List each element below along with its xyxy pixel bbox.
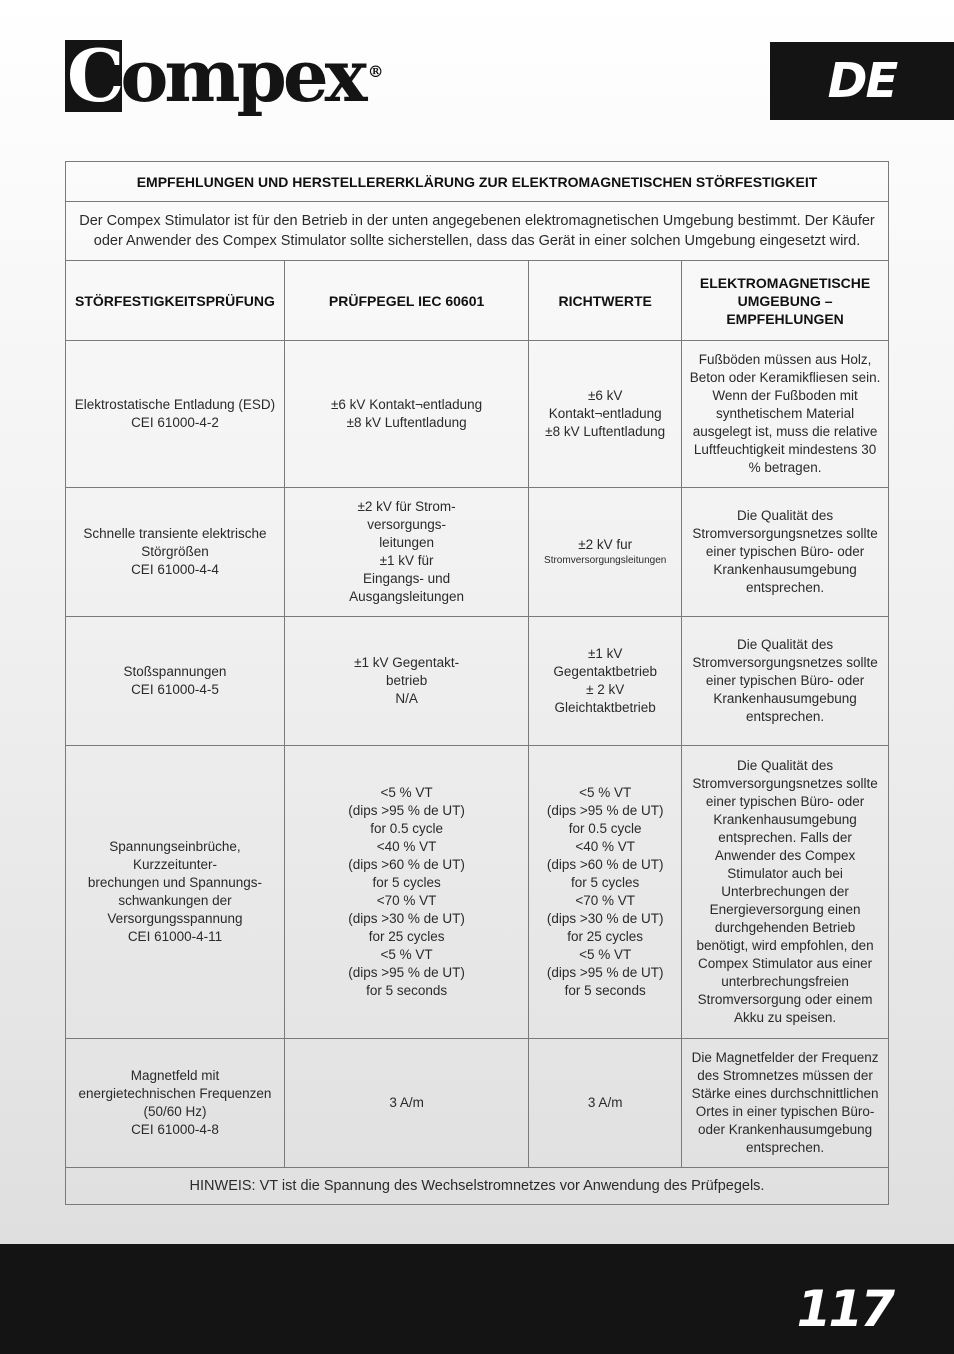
cell-line: 3 A/m [389,1095,424,1110]
cell-compliance [529,488,682,617]
cell-line: <40 % VT [376,839,437,854]
cell-line: ±8 kV Luftentladung [346,415,467,430]
table-row [66,341,889,488]
compex-logo [65,33,384,118]
table-intro: Der Compex Stimulator ist für den Betrieb in der unten angegebenen elektromagnetischen Umgebung bestimmt. Der Käufer oder Anwender des Compex Stimulator sollte sicherstellen, dass das Gerät in einer solchen Umgebung eingesetzt wird. [66,202,889,261]
language-badge [770,42,954,120]
cell-line: CEI 61000-4-8 [131,1122,219,1137]
page-footer [0,1244,954,1354]
page-number: 117 [796,1280,892,1338]
cell-level [284,617,528,746]
cell-line: schwankungen der [118,893,232,908]
cell-line: leitungen [379,535,434,550]
cell-line: N/A [395,691,418,706]
cell-line: ±2 kV für Strom- [357,499,456,514]
table-row [66,617,889,746]
cell-environment: Die Qualität des Stromversorgungsnetzes sollte einer typischen Büro- oder Krankenhausumgebung entsprechen. [682,488,889,617]
cell-line: (dips >30 % de UT) [348,911,465,926]
cell-line: Kurzzeitunter- [132,857,217,872]
cell-line: <5 % VT [579,785,632,800]
cell-level [284,746,528,1039]
cell-line: betrieb [385,673,428,688]
cell-line: CEI 61000-4-4 [131,562,219,577]
cell-line: ±1 kV für [379,553,434,568]
cell-line: <70 % VT [575,893,635,908]
cell-level [284,1039,528,1168]
cell-compliance [529,617,682,746]
cell-environment: Die Magnetfelder der Frequenz des Stromnetzes müssen der Stärke eines durchschnittlichen Ortes in einer typischen Büro- oder Krankenhausumgebung entsprechen. [682,1039,889,1168]
cell-line: (dips >30 % de UT) [546,911,664,926]
cell-line: ±6 kV Kontakt¬entladung [331,397,483,412]
cell-line: <70 % VT [376,893,437,908]
cell-environment: Die Qualität des Stromversorgungsnetzes sollte einer typischen Büro- oder Krankenhausumgebung entsprechen. Falls der Anwender des Compex Stimulator auch bei Unterbrechungen der Energieversorgung einen durchgehenden Betrieb benötigt, wird empfohlen, den Compex Stimulator aus einer unterbrechungsfreien Stromversorgung oder einem Akku zu speisen. [682,746,889,1039]
cell-line: Versorgungsspannung [107,911,243,926]
table-title: EMPFEHLUNGEN UND HERSTELLERERKLÄRUNG ZUR ELEKTROMAGNETISCHEN STÖRFESTIGKEIT [66,162,889,202]
cell-line: (50/60 Hz) [143,1104,207,1119]
cell-line: (dips >60 % de UT) [348,857,465,872]
table-note: HINWEIS: VT ist die Spannung des Wechselstromnetzes vor Anwendung des Prüfpegels. [66,1168,889,1205]
table-row [66,746,889,1039]
table-note-row [66,1168,889,1205]
cell-line: Stoßspannungen [123,664,227,679]
cell-line: for 5 cycles [571,875,640,890]
table-row [66,1039,889,1168]
cell-line: CEI 61000-4-11 [127,929,223,944]
cell-line: Gleichtaktbetrieb [554,700,656,715]
cell-test [66,341,285,488]
cell-line: Störgrößen [141,544,209,559]
registered-mark: ® [367,62,384,81]
cell-line: (dips >95 % de UT) [546,965,664,980]
table-title-row [66,162,889,202]
cell-test [66,488,285,617]
cell-line: ±1 kV Gegentakt- [354,655,460,670]
table-intro-row [66,202,889,261]
cell-line: CEI 61000-4-5 [131,682,219,697]
cell-line: for 5 cycles [372,875,441,890]
logo-first-letter: C [67,33,121,118]
cell-line: Magnetfeld mit [130,1068,220,1083]
cell-level [284,341,528,488]
cell-compliance [529,341,682,488]
cell-compliance [529,746,682,1039]
cell-line: for 0.5 cycle [568,821,642,836]
cell-line: CEI 61000-4-2 [131,415,219,430]
table-header-row [66,261,889,341]
cell-environment: Die Qualität des Stromversorgungsnetzes sollte einer typischen Büro- oder Krankenhausumgebung entsprechen. [682,617,889,746]
cell-level [284,488,528,617]
logo-text: ompex [120,33,364,118]
cell-line: ±1 kV [587,646,623,661]
cell-environment: Fußböden müssen aus Holz, Beton oder Keramikfliesen sein. Wenn der Fußboden mit synthetischem Material ausgelegt ist, muss die relative Luftfeuchtigkeit mindestens 30 % betragen. [682,341,889,488]
cell-line: versorgungs- [367,517,446,532]
cell-line: ±6 kV [587,388,623,403]
cell-line: Ausgangsleitungen [349,589,465,604]
language-code: DE [827,53,897,109]
cell-line: (dips >95 % de UT) [348,803,465,818]
cell-line: (dips >95 % de UT) [348,965,465,980]
cell-line-small: Stromversorgungsleitungen [544,555,667,566]
cell-line: Schnelle transiente elektrische [83,526,267,541]
header-level: PRÜFPEGEL IEC 60601 [284,261,528,341]
cell-line: energietechnischen Frequenzen [78,1086,272,1101]
cell-line: 3 A/m [587,1095,623,1110]
cell-line: brechungen und Spannungs- [87,875,263,890]
cell-line: Spannungseinbrüche, [109,839,241,854]
cell-line: for 5 seconds [366,983,448,998]
cell-line: <5 % VT [579,947,632,962]
cell-line: for 0.5 cycle [370,821,443,836]
cell-line: ± 2 kV [586,682,625,697]
header-environment: ELEKTROMAGNETISCHE UMGEBUNG – EMPFEHLUNGEN [682,261,889,341]
cell-line: Elektrostatische Entladung (ESD) [74,397,276,412]
cell-line: ±8 kV Luftentladung [545,424,666,439]
cell-line: Gegentaktbetrieb [553,664,657,679]
header-test: STÖRFESTIGKEITSPRÜFUNG [66,261,285,341]
cell-line: for 25 cycles [567,929,644,944]
cell-test [66,746,285,1039]
cell-line: for 25 cycles [368,929,445,944]
cell-line: <5 % VT [380,785,433,800]
cell-line: <40 % VT [575,839,635,854]
cell-test [66,617,285,746]
cell-compliance [529,1039,682,1168]
cell-line: for 5 seconds [564,983,646,998]
cell-line: (dips >95 % de UT) [546,803,664,818]
cell-line: <5 % VT [380,947,433,962]
cell-test [66,1039,285,1168]
table-row [66,488,889,617]
cell-line: ±2 kV fur [578,537,633,552]
cell-line: (dips >60 % de UT) [546,857,664,872]
emc-immunity-table [65,161,889,1205]
cell-line: Kontakt¬entladung [548,406,662,421]
cell-line: Eingangs- und [363,571,451,586]
header-compliance: RICHTWERTE [529,261,682,341]
